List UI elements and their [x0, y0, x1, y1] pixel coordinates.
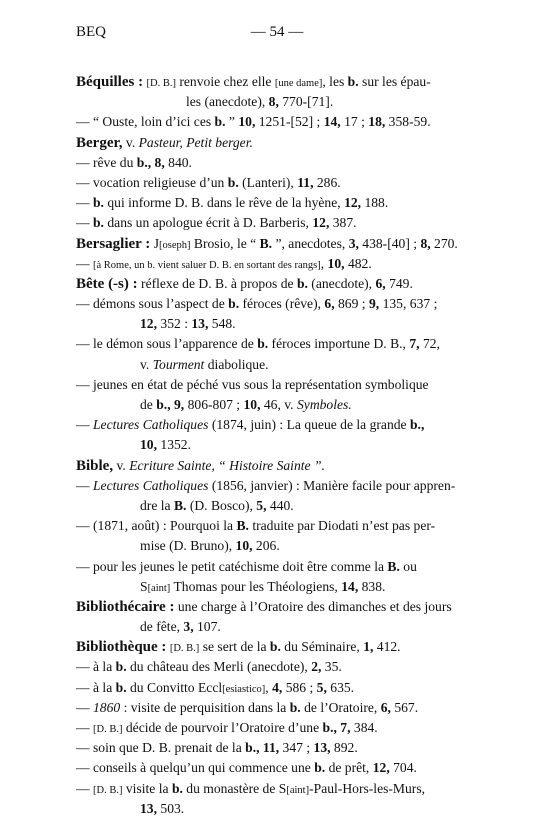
text-run: qui informe D. B. dans le rêve de la hyène, — [103, 195, 345, 211]
volume-ref: B. — [236, 518, 249, 534]
entry-line — [76, 274, 481, 294]
text-run: 586 ; — [282, 679, 317, 695]
text-run: 749. — [385, 275, 413, 291]
entry-line — [76, 234, 481, 254]
text-run: 440. — [266, 497, 294, 513]
text-run: 347 ; — [279, 740, 314, 756]
text-run: Thomas pour les Théologiens, — [170, 578, 342, 594]
text-run: — — [76, 720, 93, 735]
entry-line — [76, 657, 481, 677]
entry-headword: Berger, — [76, 134, 123, 151]
text-run: du Séminaire, — [280, 639, 364, 655]
volume-ref: 12, — [344, 195, 362, 211]
volume-ref: 4, — [272, 679, 283, 695]
text-run: 840. — [164, 154, 192, 170]
entry-line — [76, 718, 481, 738]
text-run: — — [76, 255, 93, 271]
text-run: 286. — [313, 174, 341, 190]
entry-line — [76, 597, 481, 617]
volume-ref: 8, — [420, 235, 431, 251]
text-run: dre la — [140, 497, 174, 513]
text-run: de fête, — [140, 619, 184, 635]
volume-ref: b. — [257, 336, 269, 352]
italic-text: Tourment — [152, 356, 205, 372]
editorial-note: [aint] — [286, 784, 310, 796]
text-run: Brosio, le “ — [190, 235, 260, 251]
text-run: sur les épau- — [358, 74, 431, 89]
page-number: — 54 — — [250, 24, 304, 40]
editorial-note: [D. B.] — [169, 643, 200, 655]
text-run: , — [265, 679, 273, 695]
text-run: du château des Merli (anecdote), — [126, 659, 312, 675]
volume-ref: b., — [136, 154, 152, 170]
entry-headword: Béquilles : — [76, 74, 144, 90]
volume-ref: b., — [410, 417, 425, 433]
text-run: (Lanteri), — [238, 174, 298, 190]
volume-ref: 14, — [323, 114, 341, 130]
volume-ref: 12, — [140, 316, 157, 332]
text-run: du monastère de S — [182, 780, 287, 796]
text-run: 46, v. — [260, 397, 297, 412]
volume-ref: 5, — [316, 679, 327, 695]
text-run: — jeunes en état de péché vus sous la représentation symbolique — [76, 376, 429, 392]
volume-ref: 5, — [256, 497, 267, 513]
text-run: S — [140, 578, 148, 594]
text-run: : visite de perquisition dans la — [120, 699, 290, 715]
italic-text: 1860 — [93, 699, 121, 715]
text-run: — — [76, 477, 93, 493]
text-run: 72, — [419, 336, 440, 352]
text-run: — — [76, 699, 93, 715]
text-run: v. — [122, 134, 139, 150]
text-run: — le démon sous l’apparence de — [76, 336, 258, 352]
entry-line — [76, 193, 481, 213]
entry-line — [76, 153, 481, 173]
volume-ref: 10, — [243, 397, 261, 412]
entry-line — [76, 375, 481, 395]
entry-line — [76, 72, 481, 92]
text-run: (D. Bosco), — [186, 497, 257, 513]
text-run: 412. — [373, 639, 401, 655]
volume-ref: b., — [245, 740, 260, 756]
text-run: 270. — [430, 235, 458, 251]
italic-text: Pasteur, Petit berger. — [138, 134, 253, 150]
entry-line — [76, 112, 481, 132]
text-run: — — [76, 195, 93, 211]
volume-ref: b. — [171, 780, 183, 796]
volume-ref: 7, — [340, 720, 351, 735]
text-run: (1856, janvier) : Manière facile pour appren- — [208, 477, 456, 493]
text-run: 206. — [252, 538, 280, 554]
text-run: 482. — [344, 255, 372, 271]
text-run: de l’Oratoire, — [300, 699, 381, 715]
text-run: de — [140, 397, 157, 412]
volume-ref: 12, — [312, 215, 330, 231]
text-run: — pour les jeunes le petit catéchisme doit être comme la — [76, 558, 388, 574]
text-run: 635. — [326, 679, 355, 695]
editorial-note: [D. B.] — [93, 784, 123, 796]
entry-continuation — [76, 314, 481, 334]
volume-ref: 11, — [297, 174, 314, 190]
text-run: 567. — [390, 699, 419, 715]
text-run: dans un apologue écrit à D. Barberis, — [103, 215, 313, 231]
text-run: — — [76, 780, 93, 796]
text-run: — soin que D. B. prenait de la — [76, 740, 246, 756]
entry-line — [76, 738, 481, 758]
text-run: féroces importune D. B., — [268, 336, 410, 352]
text-run: se sert de la — [199, 639, 270, 655]
text-run: — “ Ouste, loin d’ici ces — [76, 114, 215, 130]
text-run: 548. — [208, 316, 236, 332]
text-run: 107. — [193, 619, 221, 635]
text-run: — — [76, 417, 93, 433]
text-run: 1352. — [157, 437, 191, 453]
volume-ref: b. — [115, 659, 127, 675]
entry-line — [76, 516, 481, 536]
volume-ref: 3, — [348, 235, 359, 251]
volume-ref: b. — [314, 760, 326, 776]
italic-text: Lectures Catholiques — [93, 477, 209, 493]
text-run: réflexe de D. B. à propos de — [137, 275, 297, 291]
text-run: (anecdote), — [307, 275, 376, 291]
volume-ref: 10, — [235, 538, 253, 554]
volume-ref: 13, — [191, 316, 209, 332]
text-run: 188. — [361, 195, 389, 211]
text-run: de prêt, — [325, 760, 373, 776]
text-run: — démons sous l’aspect de — [76, 296, 229, 312]
text-run: ” — [225, 114, 239, 130]
running-head: BEQ — [76, 24, 106, 40]
volume-ref: 7, — [409, 336, 420, 352]
volume-ref: 9, — [174, 397, 185, 412]
volume-ref: B. — [259, 235, 273, 251]
entry-line — [76, 133, 481, 153]
volume-ref: b. — [289, 699, 301, 715]
text-run: mise (D. Bruno), — [140, 538, 236, 554]
entry-line — [76, 294, 481, 314]
volume-ref: B. — [173, 497, 187, 513]
volume-ref: 10, — [238, 114, 256, 130]
volume-ref: 13, — [140, 800, 157, 816]
editorial-note: [oseph] — [159, 239, 191, 251]
volume-ref: b. — [296, 275, 308, 291]
italic-text: Ecriture Sainte, “ Histoire Sainte ”. — [129, 457, 325, 473]
volume-ref: b. — [115, 679, 127, 695]
entry-line — [76, 779, 481, 799]
text-run: une charge à l’Oratoire des dimanches et des jours — [174, 598, 452, 614]
editorial-note: [esiastico] — [222, 683, 266, 695]
volume-ref: 10, — [327, 255, 345, 271]
volume-ref: 1, — [363, 639, 374, 655]
entry-continuation — [76, 92, 481, 112]
entry-line — [76, 334, 481, 354]
volume-ref: B. — [387, 558, 400, 574]
entry-line — [76, 758, 481, 778]
text-run: , — [320, 255, 328, 271]
entry-line — [76, 557, 481, 577]
entry-headword: Bible, — [76, 457, 114, 474]
entry-line — [76, 678, 481, 698]
volume-ref: 2, — [311, 659, 322, 675]
volume-ref: 6, — [380, 699, 391, 715]
entry-headword: Bibliothécaire : — [76, 598, 175, 615]
entry-headword: Bibliothèque : — [76, 639, 167, 656]
text-run: les (anecdote), — [186, 94, 269, 110]
entry-line — [76, 637, 481, 657]
entry-line — [76, 173, 481, 193]
entry-continuation — [76, 617, 481, 637]
entry-line — [76, 213, 481, 233]
text-run: 770-[71]. — [278, 94, 334, 110]
text-run: -Paul-Hors-les-Murs, — [309, 780, 426, 796]
text-run: — (1871, août) : Pourquoi la — [76, 518, 237, 534]
entry-continuation — [76, 799, 481, 819]
italic-text: Lectures Catholiques — [93, 417, 209, 433]
text-run: — à la — [76, 679, 116, 695]
italic-text: Symboles. — [296, 397, 352, 412]
index-entries — [76, 72, 481, 819]
text-run: visite la — [122, 780, 172, 796]
volume-ref: b. — [347, 74, 359, 89]
editorial-note: [à Rome, un b. vient saluer D. B. en sortant des rangs] — [93, 259, 321, 271]
entry-continuation — [76, 395, 481, 415]
text-run: 387. — [329, 215, 357, 231]
text-run: v. — [140, 356, 153, 372]
text-run: (1874, juin) : La queue de la grande — [208, 417, 410, 433]
volume-ref: 6, — [375, 275, 386, 291]
text-run: — vocation religieuse d’un — [76, 174, 228, 190]
text-run: , les — [322, 74, 348, 89]
text-run: 838. — [358, 578, 386, 594]
text-run: renvoie chez elle — [175, 74, 275, 89]
volume-ref: 10, — [140, 437, 157, 453]
text-run: 704. — [389, 760, 417, 776]
volume-ref: b. — [214, 114, 226, 130]
entry-line — [76, 456, 481, 476]
text-run: diabolique. — [204, 356, 269, 372]
text-run: — conseils à quelqu’un qui commence une — [76, 760, 315, 776]
volume-ref: 13, — [313, 740, 331, 756]
text-run: 438-[40] ; — [358, 235, 421, 251]
entry-line — [76, 415, 481, 435]
text-run: 352 : — [157, 316, 192, 332]
entry-continuation — [76, 536, 481, 556]
text-run: 869 ; — [334, 296, 369, 312]
text-run: 35. — [321, 659, 342, 675]
volume-ref: 12, — [372, 760, 390, 776]
volume-ref: 14, — [341, 578, 359, 594]
volume-ref: b. — [228, 296, 240, 312]
volume-ref: 8, — [154, 154, 165, 170]
page-header — [76, 24, 478, 46]
text-run: ”, anecdotes, — [272, 235, 349, 251]
entry-line — [76, 698, 481, 718]
text-run: v. — [113, 457, 130, 473]
volume-ref: 18, — [368, 114, 386, 130]
entry-line — [76, 476, 481, 496]
text-run: 503. — [157, 800, 185, 816]
text-run: — à la — [76, 659, 116, 675]
volume-ref: 3, — [183, 619, 194, 635]
text-run: — rêve du — [76, 154, 137, 170]
volume-ref: 9, — [368, 296, 380, 312]
text-run: traduite par Diodati n’est pas per- — [248, 518, 436, 534]
text-run: 135, 637 ; — [379, 296, 438, 312]
volume-ref: b. — [93, 195, 104, 211]
text-run: 17 ; — [340, 114, 369, 130]
text-run: décide de pourvoir l’Oratoire d’une — [122, 720, 323, 735]
volume-ref: b., — [156, 397, 171, 412]
text-run: du Convitto Eccl — [126, 679, 223, 695]
editorial-note: [aint] — [147, 582, 171, 594]
volume-ref: b. — [269, 639, 281, 655]
entry-continuation — [76, 496, 481, 516]
entry-continuation — [76, 577, 481, 597]
text-run: féroces (rêve), — [239, 296, 325, 312]
volume-ref: b. — [227, 174, 239, 190]
entry-continuation — [76, 435, 481, 455]
entry-headword: Bête (-s) : — [76, 275, 138, 292]
entry-continuation — [76, 355, 481, 375]
volume-ref: 8, — [268, 94, 279, 110]
text-run: — — [76, 215, 93, 231]
volume-ref: 11, — [262, 740, 280, 756]
volume-ref: 6, — [324, 296, 335, 312]
entry-line — [76, 254, 481, 274]
volume-ref: b., — [322, 720, 337, 735]
text-run: 806-807 ; — [184, 397, 244, 412]
volume-ref: b. — [93, 215, 104, 231]
text-run: ou — [399, 558, 417, 574]
text-run: J — [150, 235, 159, 251]
editorial-note: [D. B.] — [146, 78, 176, 89]
text-run: 358-59. — [385, 114, 431, 130]
text-run: 892. — [330, 740, 358, 756]
text-run: 1251-[52] ; — [255, 114, 324, 130]
editorial-note: [D. B.] — [93, 724, 123, 735]
entry-headword: Bersaglier : — [76, 235, 151, 252]
editorial-note: [une dame] — [274, 78, 323, 89]
text-run: 384. — [350, 720, 378, 735]
